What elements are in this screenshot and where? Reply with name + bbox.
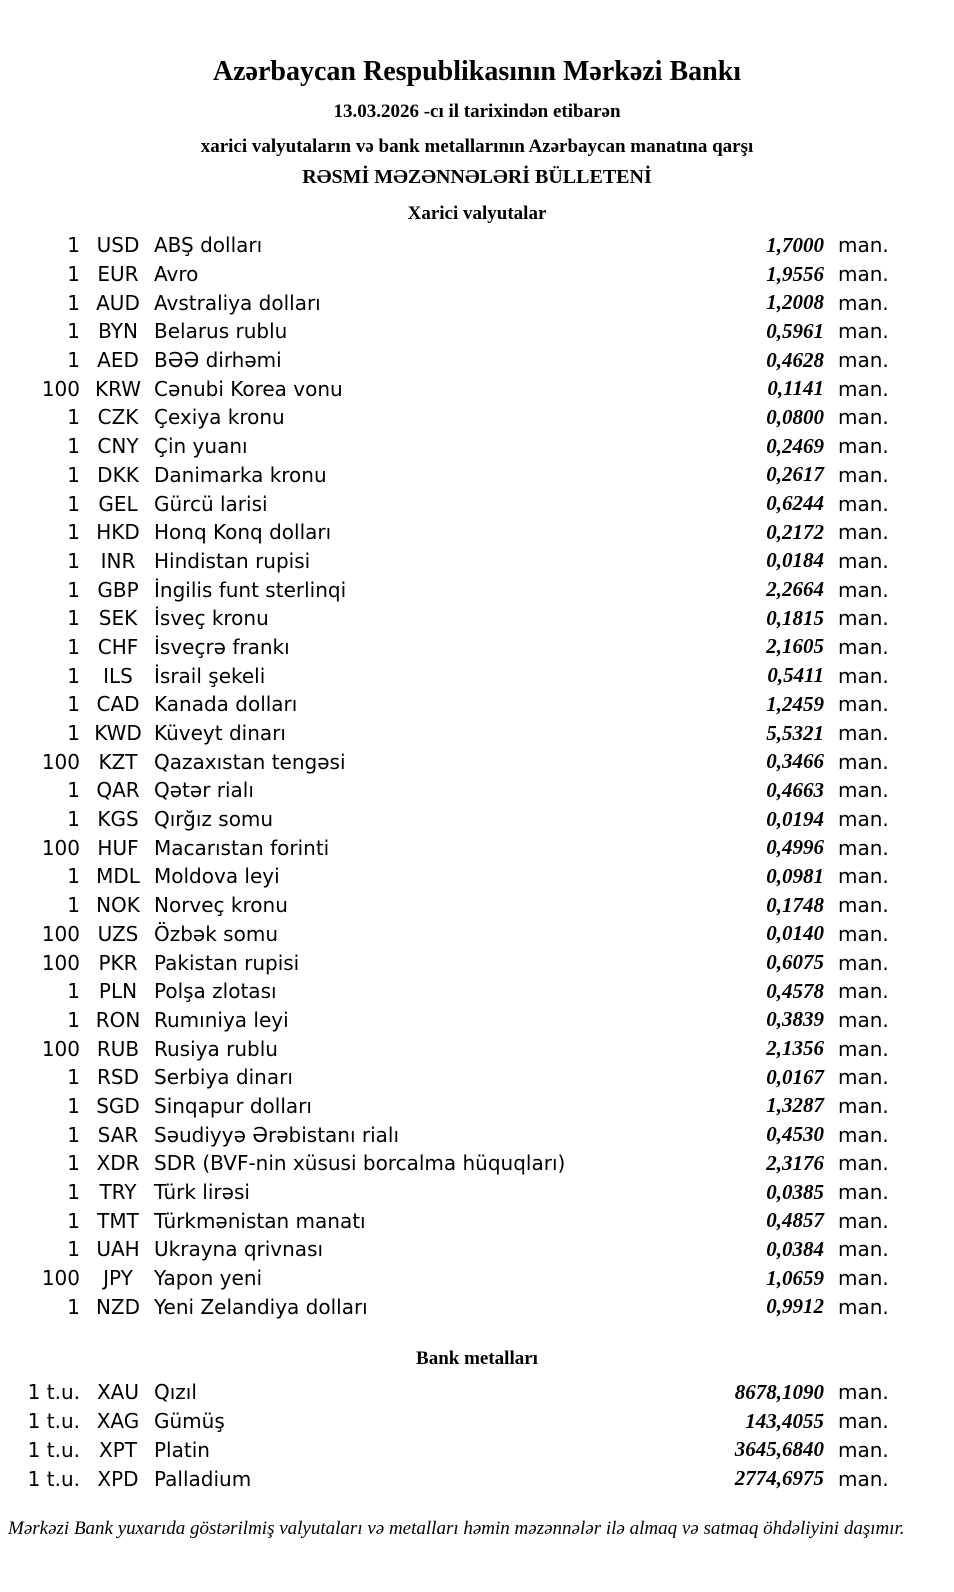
rate-value: 1,2459 [766,691,824,716]
currency-name: ABŞ dolları [154,233,263,258]
rate-value: 0,4578 [766,978,824,1003]
rate-row [0,1407,954,1436]
unit-label: man. [838,376,889,401]
rate-row [0,690,954,719]
rate-row [0,518,954,547]
rate-row [0,1063,954,1092]
quantity-value: 100 [41,376,80,401]
currency-name: İngilis funt sterlinqi [154,577,347,602]
subtitle-line: xarici valyutaların və bank metallarının Azərbaycan manatına qarşı [200,136,754,157]
currency-code: CHF [97,634,139,659]
bank-title: Azərbaycan Respublikasının Mərkəzi Bankı [212,56,742,87]
currency-code: EUR [97,262,139,287]
currency-name: Kanada dolları [154,692,298,717]
rate-row [0,231,954,260]
rate-value: 2,3176 [766,1150,824,1175]
quantity-value: 100 [41,950,80,975]
rate-value: 0,0194 [766,806,824,831]
effective-date-line: 13.03.2026 -cı il tarixindən etibarən [333,101,621,122]
currency-name: Küveyt dinarı [154,721,286,746]
quantity-value: 1 t.u. [27,1437,80,1462]
unit-label: man. [838,778,889,803]
currency-name: Palladium [154,1466,252,1491]
currency-code: UAH [96,1237,140,1262]
quantity-value: 1 [67,262,80,287]
unit-label: man. [838,1093,889,1118]
rate-row [0,1178,954,1207]
currency-code: UZS [97,921,139,946]
rate-value: 0,1748 [766,892,824,917]
currency-name: Yeni Zelandiya dolları [154,1294,368,1319]
quantity-value: 1 t.u. [27,1380,80,1405]
rate-value: 1,9556 [766,261,824,286]
rate-value: 0,4663 [766,777,824,802]
unit-label: man. [838,749,889,774]
unit-label: man. [838,1437,889,1462]
currency-code: KRW [95,376,141,401]
rate-row [0,317,954,346]
rate-value: 0,0800 [766,404,824,429]
rate-row [0,374,954,403]
disclaimer-text: Mərkəzi Bank yuxarıda göstərilmiş valyutaları və metalları həmin məzənnələr ilə almaq və satmaq öhdəliyini daşımır. [8,1517,905,1539]
rate-row [0,833,954,862]
rate-value: 5,5321 [766,720,824,745]
currency-name: Cənubi Korea vonu [154,376,343,401]
currency-code: XPT [99,1437,137,1462]
currency-code: INR [100,548,136,573]
rate-row [0,575,954,604]
unit-label: man. [838,1237,889,1262]
unit-label: man. [838,348,889,373]
currency-name: İsveç kronu [154,606,269,631]
rate-row [0,633,954,662]
rate-value: 0,4996 [766,835,824,860]
rate-value: 1,3287 [766,1093,824,1118]
rate-value: 1,2008 [766,290,824,315]
quantity-value: 1 [67,663,80,688]
currency-code: KGS [97,807,139,832]
currency-code: XDR [96,1151,140,1176]
currency-code: PLN [98,979,138,1004]
unit-label: man. [838,520,889,545]
currency-code: AED [97,348,139,373]
quantity-value: 100 [41,1266,80,1291]
currency-rate-list [0,231,954,1321]
unit-label: man. [838,1180,889,1205]
quantity-value: 1 [67,319,80,344]
unit-label: man. [838,262,889,287]
quantity-value: 1 [67,864,80,889]
quantity-value: 1 [67,807,80,832]
quantity-value: 1 [67,1007,80,1032]
currency-code: TRY [99,1180,137,1205]
currency-code: XPD [97,1466,139,1491]
quantity-value: 1 [67,290,80,315]
unit-label: man. [838,921,889,946]
rate-row [0,977,954,1006]
metal-rate-list [0,1378,954,1493]
rate-row [0,1464,954,1493]
quantity-value: 1 [67,1151,80,1176]
rate-row [0,862,954,891]
quantity-value: 100 [41,1036,80,1061]
currency-code: SGD [96,1093,140,1118]
rate-row [0,1264,954,1293]
rate-value: 1,7000 [766,232,824,257]
quantity-value: 1 [67,348,80,373]
rate-value: 0,1141 [767,376,824,401]
quantity-value: 1 [67,491,80,516]
rate-row [0,260,954,289]
bulletin-header [0,54,954,190]
rate-row [0,432,954,461]
quantity-value: 1 [67,1093,80,1118]
currency-name: Hindistan rupisi [154,548,311,573]
currency-code: CNY [97,434,139,459]
quantity-value: 1 [67,1237,80,1262]
quantity-value: 1 [67,520,80,545]
quantity-value: 100 [41,835,80,860]
quantity-value: 1 [67,405,80,430]
currency-name: Ukrayna qrivnası [154,1237,324,1262]
unit-label: man. [838,577,889,602]
unit-label: man. [838,1466,889,1491]
currency-name: Səudiyyə Ərəbistanı rialı [154,1122,400,1147]
rate-row [0,776,954,805]
currency-code: USD [96,233,140,258]
quantity-value: 1 [67,979,80,1004]
currency-name: Qətər rialı [154,778,254,803]
unit-label: man. [838,634,889,659]
currency-code: ILS [103,663,133,688]
unit-label: man. [838,1409,889,1434]
quantity-value: 1 [67,1065,80,1090]
unit-label: man. [838,1151,889,1176]
rate-value: 0,2172 [766,519,824,544]
currency-code: NOK [96,893,140,918]
unit-label: man. [838,1380,889,1405]
currency-name: İsrail şekeli [154,663,266,688]
unit-label: man. [838,721,889,746]
rate-value: 143,4055 [745,1408,824,1433]
unit-label: man. [838,1294,889,1319]
rate-row [0,719,954,748]
unit-label: man. [838,290,889,315]
unit-label: man. [838,462,889,487]
currency-code: SAR [97,1122,139,1147]
rate-row [0,1378,954,1407]
currency-code: CAD [96,692,140,717]
rate-row [0,891,954,920]
currency-name: Rusiya rublu [154,1036,278,1061]
unit-label: man. [838,233,889,258]
rate-value: 0,0167 [766,1064,824,1089]
rate-row [0,948,954,977]
rate-value: 0,3839 [766,1007,824,1032]
quantity-value: 100 [41,921,80,946]
currency-name: Honq Konq dolları [154,520,332,545]
currency-code: SEK [98,606,138,631]
rate-value: 3645,6840 [734,1437,824,1462]
currency-code: RON [95,1007,141,1032]
rate-row [0,403,954,432]
unit-label: man. [838,606,889,631]
currency-code: NZD [95,1294,141,1319]
currency-code: AUD [96,290,140,315]
currency-name: Çin yuanı [154,434,248,459]
rate-value: 2,1605 [766,634,824,659]
quantity-value: 1 [67,233,80,258]
unit-label: man. [838,1122,889,1147]
currency-name: Rumıniya leyi [154,1007,289,1032]
rate-row [0,346,954,375]
rate-value: 0,0140 [766,921,824,946]
quantity-value: 1 [67,692,80,717]
currency-name: Moldova leyi [154,864,280,889]
rate-row [0,1120,954,1149]
rate-row [0,1235,954,1264]
currency-name: Türkmənistan manatı [154,1208,366,1233]
quantity-value: 1 [67,721,80,746]
rate-row [0,288,954,317]
currency-name: Sinqapur dolları [154,1093,312,1118]
unit-label: man. [838,692,889,717]
unit-label: man. [838,319,889,344]
rate-value: 0,4857 [766,1208,824,1233]
currency-name: Özbək somu [154,921,278,946]
currency-code: DKK [97,462,139,487]
currency-code: BYN [98,319,138,344]
rate-value: 0,9912 [766,1294,824,1319]
currency-name: Çexiya kronu [154,405,285,430]
currency-name: Danimarka kronu [154,462,327,487]
rate-row [0,1149,954,1178]
currency-code: RSD [97,1065,139,1090]
rate-value: 0,4628 [766,347,824,372]
rate-value: 0,0385 [766,1179,824,1204]
rate-value: 0,6244 [766,491,824,516]
quantity-value: 1 [67,1294,80,1319]
currency-name: Avstraliya dolları [154,290,321,315]
unit-label: man. [838,1065,889,1090]
rate-row [0,920,954,949]
currency-name: Qırğız somu [154,807,274,832]
unit-label: man. [838,893,889,918]
quantity-value: 1 [67,434,80,459]
currency-name: Türk lirəsi [154,1180,250,1205]
unit-label: man. [838,835,889,860]
quantity-value: 1 t.u. [27,1409,80,1434]
quantity-value: 1 [67,462,80,487]
quantity-value: 1 [67,577,80,602]
rate-value: 0,1815 [766,605,824,630]
currency-name: SDR (BVF-nin xüsusi borcalma hüquqları) [154,1151,566,1176]
quantity-value: 1 [67,548,80,573]
currency-code: GEL [98,491,138,516]
currency-name: Gürcü larisi [154,491,268,516]
currency-code: JPY [103,1266,133,1291]
rate-row [0,1292,954,1321]
rate-value: 0,3466 [766,749,824,774]
unit-label: man. [838,491,889,516]
currency-name: İsveçrə frankı [154,634,290,659]
currency-code: QAR [96,778,140,803]
currency-code: XAG [96,1409,140,1434]
unit-label: man. [838,864,889,889]
currencies-section-title: Xarici valyutalar [407,203,547,224]
currency-code: PKR [98,950,138,975]
quantity-value: 1 [67,634,80,659]
currency-code: KZT [98,749,138,774]
rate-row [0,1092,954,1121]
currency-name: Belarus rublu [154,319,288,344]
currency-name: Norveç kronu [154,893,288,918]
unit-label: man. [838,1266,889,1291]
rate-row [0,1034,954,1063]
unit-label: man. [838,1208,889,1233]
rate-value: 1,0659 [766,1265,824,1290]
currency-code: HUF [97,835,139,860]
currency-name: Qızıl [154,1380,197,1405]
unit-label: man. [838,405,889,430]
unit-label: man. [838,1007,889,1032]
rate-row [0,604,954,633]
rate-value: 0,5961 [766,318,824,343]
currency-code: XAU [96,1380,140,1405]
unit-label: man. [838,663,889,688]
rate-value: 0,6075 [766,950,824,975]
rate-value: 0,5411 [767,663,824,688]
rate-value: 2,2664 [766,577,824,602]
rate-row [0,489,954,518]
metals-section-title: Bank metalları [416,1348,538,1370]
currency-code: RUB [96,1036,140,1061]
rate-value: 0,2617 [766,462,824,487]
currency-name: Serbiya dinarı [154,1065,293,1090]
rate-value: 8678,1090 [734,1379,824,1404]
rate-value: 0,0384 [766,1236,824,1261]
currency-code: MDL [96,864,140,889]
bulletin-title: RƏSMİ MƏZƏNNƏLƏRİ BÜLLETENİ [302,166,652,188]
currency-name: Polşa zlotası [154,979,277,1004]
unit-label: man. [838,950,889,975]
rate-row [0,1436,954,1465]
rate-value: 2774,6975 [734,1466,824,1491]
rate-row [0,1006,954,1035]
currency-name: Gümüş [154,1409,225,1434]
unit-label: man. [838,1036,889,1061]
quantity-value: 100 [41,749,80,774]
quantity-value: 1 [67,1122,80,1147]
rate-value: 0,2469 [766,433,824,458]
rate-value: 0,0981 [766,863,824,888]
rate-row [0,547,954,576]
rate-value: 2,1356 [766,1036,824,1061]
rate-row [0,805,954,834]
rate-row [0,1206,954,1235]
quantity-value: 1 t.u. [27,1466,80,1491]
rate-value: 0,4530 [766,1122,824,1147]
currency-name: Yapon yeni [154,1266,263,1291]
currency-code: KWD [94,721,142,746]
quantity-value: 1 [67,1208,80,1233]
unit-label: man. [838,548,889,573]
currency-code: CZK [97,405,139,430]
currency-name: Macarıstan forinti [154,835,330,860]
currency-name: Avro [154,262,199,287]
unit-label: man. [838,979,889,1004]
currency-name: Pakistan rupisi [154,950,300,975]
currency-name: Platin [154,1437,210,1462]
currency-name: BƏƏ dirhəmi [154,348,282,373]
quantity-value: 1 [67,1180,80,1205]
rate-row [0,661,954,690]
quantity-value: 1 [67,893,80,918]
rate-row [0,747,954,776]
unit-label: man. [838,434,889,459]
quantity-value: 1 [67,778,80,803]
currency-code: GBP [97,577,139,602]
unit-label: man. [838,807,889,832]
currency-name: Qazaxıstan tengəsi [154,749,346,774]
currency-code: HKD [96,520,140,545]
currency-code: TMT [97,1208,139,1233]
quantity-value: 1 [67,606,80,631]
rate-row [0,461,954,490]
rate-value: 0,0184 [766,548,824,573]
